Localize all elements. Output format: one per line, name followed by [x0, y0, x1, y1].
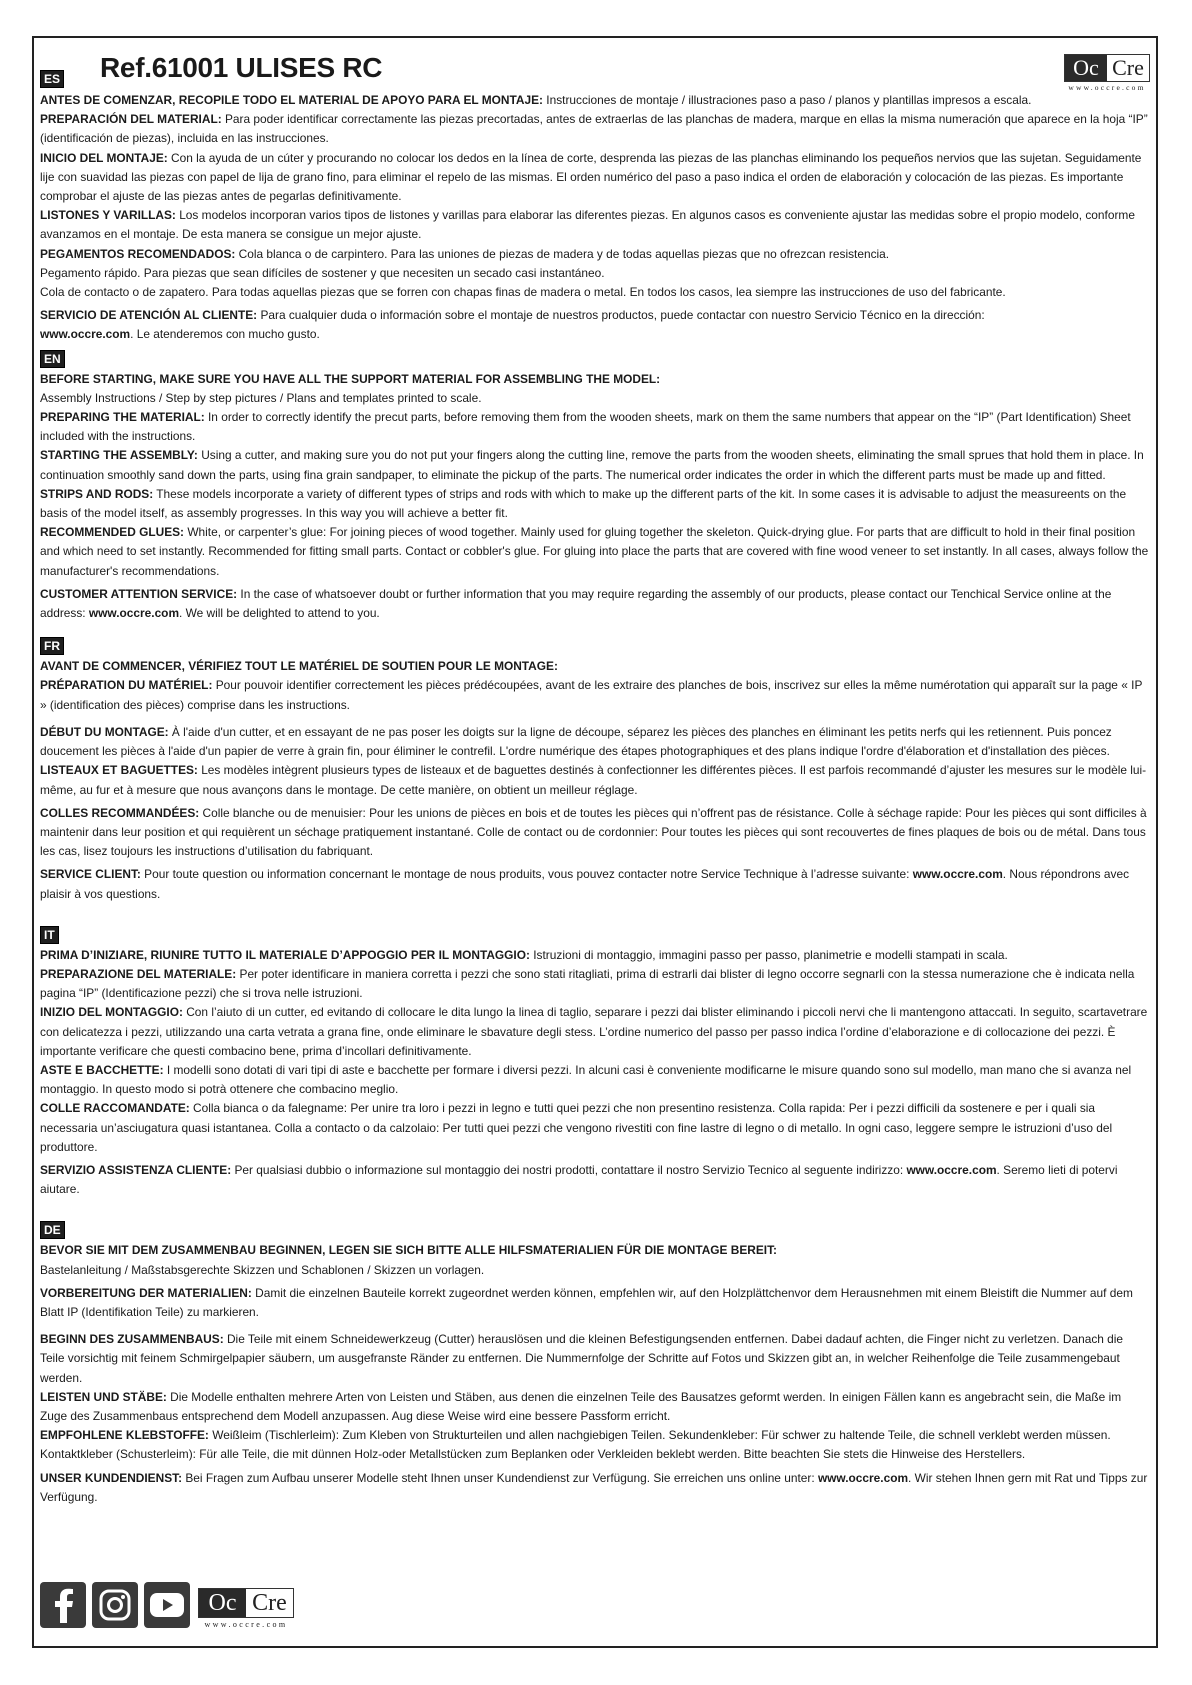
- de-p6-end: . Wir stehen Ihnen gern mit Rat und Tipps zur Verfügung.: [40, 1470, 1148, 1504]
- de-p3: [40, 1330, 1150, 1388]
- instruction-sheet: [32, 36, 1158, 1648]
- it-p6-text: Per qualsiasi dubbio o informazione sul montaggio dei nostri prodotti, contattare il nostro Servizio Tecnico al seguente indirizzo:: [231, 1162, 907, 1177]
- section-en: [40, 348, 1150, 624]
- fr-p1-heading: AVANT DE COMMENCER, VÉRIFIEZ TOUT LE MATÉRIEL DE SOUTIEN POUR LE MONTAGE:: [40, 659, 558, 674]
- es-p5-heading: PEGAMENTOS RECOMENDADOS:: [40, 246, 236, 261]
- en-p1-text: Assembly Instructions / Step by step pictures / Plans and templates printed to scale.: [40, 390, 482, 405]
- en-p3-heading: STARTING THE ASSEMBLY:: [40, 448, 198, 463]
- footer: [40, 1582, 294, 1628]
- en-p2-heading: PREPARING THE MATERIAL:: [40, 410, 205, 425]
- fr-p1: [40, 657, 1150, 676]
- es-p8: [40, 306, 1150, 344]
- fr-p3-heading: DÉBUT DU MONTAGE:: [40, 724, 169, 739]
- lang-tag-de: DE: [40, 1221, 65, 1239]
- es-p2-heading: PREPARACIÓN DEL MATERIAL:: [40, 112, 222, 127]
- fr-p2-text: Pour pouvoir identifier correctement les pièces prédécoupées, avant de les extraire des planches de bois, inscrivez sur elles la même numérotation qui apparaît sur la page « IP » (identification des pièces) comprise dans les instructions.: [40, 678, 1143, 712]
- en-p5-heading: RECOMMENDED GLUES:: [40, 525, 185, 540]
- de-p6-text: Bei Fragen zum Aufbau unserer Modelle steht Ihnen unser Kundendienst zur Verfügung. Sie erreichen uns online unter:: [182, 1470, 818, 1485]
- es-p3-heading: INICIO DEL MONTAJE:: [40, 150, 168, 165]
- de-p6: [40, 1469, 1150, 1507]
- es-p4-heading: LISTONES Y VARILLAS:: [40, 208, 176, 223]
- de-p4-text: Die Modelle enthalten mehrere Arten von Leisten und Stäben, aus denen die einzelnen Teile des Bausatzes geformt werden. In einigen Fällen kann es angebracht sein, die Maße im Zuge des Zusammenbaus entsprechend dem Modell anzupassen. Aug diese Weise wird eine bessere Passform erricht.: [40, 1389, 1122, 1423]
- en-website-link[interactable]: www.occre.com: [88, 606, 180, 621]
- es-p5: [40, 245, 1150, 264]
- it-p2-heading: PREPARAZIONE DEL MATERIALE:: [40, 966, 237, 981]
- de-p1: [40, 1241, 1150, 1279]
- lang-tag-es: ES: [40, 70, 64, 88]
- fr-p5: [40, 804, 1150, 862]
- fr-website-link[interactable]: www.occre.com: [912, 867, 1003, 882]
- de-website-link[interactable]: www.occre.com: [817, 1470, 909, 1485]
- en-p4-heading: STRIPS AND RODS:: [40, 486, 154, 501]
- occre-footer-logo: [198, 1588, 294, 1628]
- de-p2-heading: VORBEREITUNG DER MATERIALIEN:: [40, 1285, 252, 1300]
- de-p4: [40, 1388, 1150, 1426]
- it-p6-heading: SERVIZIO ASSISTENZA CLIENTE:: [40, 1162, 232, 1177]
- es-p1-text: Instrucciones de montaje / illustraciones paso a paso / planos y plantillas impresos a escala.: [542, 93, 1032, 107]
- en-p3-text: Using a cutter, and making sure you do not put your fingers along the cutting line, remove the parts from the wooden sheets, eliminating the small sprues that hold them in place. In continuation smoothly sand down the parts, using fina grain sandpaper, to eliminate the pickup of the parts. The numerical order indicates the order in which the different parts must be made up and fitted.: [40, 448, 1144, 482]
- es-p8-heading: SERVICIO DE ATENCIÓN AL CLIENTE:: [40, 308, 258, 323]
- it-p1-heading: PRIMA D’INIZIARE, RIUNIRE TUTTO IL MATERIALE D’APPOGGIO PER IL MONTAGGIO:: [40, 947, 530, 962]
- de-p3-text: Die Teile mit einem Schneidewerkzeug (Cutter) herauslösen und die kleinen Befestigungsenden entfernen. Dabei dadauf achten, die Finger nicht zu verletzen. Danach die Teile vorsichtig mit feinem Schmirgelpapier säubern, um ausgefranste Ränder zu entfernen. Die Nummernfolge der Schritte auf Fotos und Skizzen gibt an, in welcher Reihenfolge die Teile zusammengebaut werden.: [40, 1332, 1124, 1385]
- it-p4: [40, 1061, 1150, 1099]
- it-p6: [40, 1161, 1150, 1199]
- section-de: [40, 1219, 1150, 1507]
- fr-p6-heading: SERVICE CLIENT:: [40, 867, 141, 882]
- en-p6: [40, 585, 1150, 623]
- youtube-icon[interactable]: [144, 1582, 190, 1628]
- footer-logo-left: Oc: [199, 1589, 246, 1617]
- it-p1-text: Istruzioni di montaggio, immagini passo per passo, planimetrie e modelli stampati in scala.: [529, 947, 1008, 962]
- es-p1: [40, 91, 1150, 110]
- fr-p3-text: À l'aide d'un cutter, et en essayant de ne pas poser les doigts sur la ligne de découpe, séparez les pièces des planches en éliminant les petits nerfs qui les retiennent. Puis poncez doucement les pièces à l'aide d'un papier de verre à grain fin, pour éliminer le contrefil. L'ordre numérique des étapes photographiques et des plans indique l'ordre d'élaboration et d'installation des pièces.: [40, 724, 1112, 759]
- it-p4-heading: ASTE E BACCHETTE:: [40, 1062, 164, 1077]
- es-p2-text: Para poder identificar correctamente las piezas precortadas, antes de extraerlas de las planchas de madera, marque en ellas la misma numeración que aparece en la hoja “IP” (identificación de piezas), incluida en las instrucciones.: [40, 112, 1148, 146]
- en-p6-end: . We will be delighted to attend to you.: [179, 606, 380, 621]
- de-p5-text: Weißleim (Tischlerleim): Zum Kleben von Strukturteilen und allen nachgiebigen Teilen. Sekundenkleber: Für schwer zu haltende Teile, die schnell verklebt werden müssen. Kontaktkleber (Schusterleim): Für alle Teile, die mit dünnen Holz-oder Metallstücken zum Beplanken oder Verkleiden beklebt werden. Bitte beachten Sie stets die Hinweise des Herstellers.: [40, 1428, 1111, 1462]
- it-p3-text: Con l’aiuto di un cutter, ed evitando di collocare le dita lungo la linea di taglio, separare i pezzi dai blister eliminando i piccoli nervi che li mantengono attaccati. In seguito, scartavetrare con delicatezza i pezzi, utilizzando una carta vetrata a grana fine, onde eliminare le sbavature degli stess. L’ordine numerico del passo per passo indica l’ordine d’elaborazione e di collocazione dei pezzi. È importante verificare che questi combacino bene, prima d’incollari definitivamente.: [40, 1005, 1148, 1058]
- es-p7: Cola de contacto o de zapatero. Para todas aquellas piezas que se forren con chapas finas de madera o metal. En todos los casos, lea siempre las instrucciones de uso del fabricante.: [40, 285, 1006, 300]
- en-p4-text: These models incorporate a variety of different types of strips and rods with which to make up the different parts of the kit. In some cases it is advisable to adjust the measureents on the basis of the model itself, as assembly progresses. In this way you will achieve a better fit.: [40, 486, 1127, 521]
- de-p4-heading: LEISTEN UND STÄBE:: [40, 1389, 167, 1404]
- lang-tag-en: EN: [40, 350, 65, 368]
- it-p3: [40, 1003, 1150, 1061]
- logo-right: Cre: [1107, 55, 1149, 81]
- fr-p6-end: . Nous répondrons avec plaisir à vos questions.: [40, 867, 1130, 901]
- es-p8-end: . Le atenderemos con mucho gusto.: [130, 327, 320, 342]
- de-p2-text: Damit die einzelnen Bauteile korrekt zugeordnet werden können, empfehlen wir, auf den Holzplättchenvor dem Herausnehmen mit einem Bleistift die Nummer auf dem Blatt IP (Identifikation Teile) zu markieren.: [40, 1285, 1133, 1319]
- de-p5-heading: EMPFOHLENE KLEBSTOFFE:: [40, 1428, 209, 1443]
- en-p4: [40, 485, 1150, 523]
- fr-p6-text: Pour toute question ou information concernant le montage de nous produits, vous pouvez contacter notre Service Technique à l’adresse suivante:: [140, 867, 913, 882]
- page-title: Ref.61001 ULISES RC: [100, 52, 383, 83]
- es-p2: [40, 110, 1150, 148]
- it-p5-heading: COLLE RACCOMANDATE:: [40, 1101, 190, 1116]
- it-p4-text: I modelli sono dotati di vari tipi di aste e bacchette per formare i diversi pezzi. In alcuni casi è conveniente modificarne le misure quando sono sul modello, man mano che si avanza nel montaggio. In questo modo si potrà ottenere che combacino meglio.: [40, 1062, 1132, 1097]
- en-p6-text: In the case of whatsoever doubt or further information that you may require regarding the assembly of our products, please contact our Tenchical Service online at the address:: [40, 586, 1112, 621]
- es-website-link[interactable]: www.occre.com: [40, 327, 131, 342]
- de-p3-heading: BEGINN DES ZUSAMMENBAUS:: [40, 1332, 224, 1347]
- es-p4-text: Los modelos incorporan varios tipos de listones y varillas para elaborar las diferentes piezas. En algunos casos es conveniente ajustar las medidas sobre el propio modelo, conforme avanzamos en el montaje. De esta manera se consigue un mejor ajuste.: [40, 208, 1135, 242]
- de-p1-heading: BEVOR SIE MIT DEM ZUSAMMENBAU BEGINNEN, LEGEN SIE SICH BITTE ALLE HILFSMATERIALIEN FÜR DIE MONTAGE BEREIT:: [40, 1243, 778, 1258]
- header: [40, 48, 1150, 92]
- footer-logo-url: www.occre.com: [204, 1620, 288, 1629]
- facebook-icon[interactable]: [40, 1582, 86, 1628]
- de-p6-heading: UNSER KUNDENDIENST:: [40, 1470, 183, 1485]
- occre-logo: [1064, 54, 1150, 90]
- en-p5: [40, 523, 1150, 581]
- fr-p2: [40, 676, 1150, 714]
- it-website-link[interactable]: www.occre.com: [906, 1162, 997, 1177]
- section-fr: [40, 635, 1150, 903]
- logo-left: Oc: [1065, 55, 1107, 81]
- en-p1-heading: BEFORE STARTING, MAKE SURE YOU HAVE ALL THE SUPPORT MATERIAL FOR ASSEMBLING THE MODEL:: [40, 371, 661, 386]
- section-it: [40, 924, 1150, 1200]
- es-p1-heading: ANTES DE COMENZAR, RECOPILE TODO EL MATERIAL DE APOYO PARA EL MONTAJE:: [40, 93, 543, 107]
- lang-tag-fr: FR: [40, 637, 64, 655]
- fr-p4: [40, 761, 1150, 799]
- fr-p5-heading: COLLES RECOMMANDÉES:: [40, 805, 200, 820]
- it-p5: [40, 1099, 1150, 1157]
- it-p3-heading: INIZIO DEL MONTAGGIO:: [40, 1005, 183, 1020]
- it-p5-text: Colla bianca o da falegname: Per unire tra loro i pezzi in legno e tutti quei pezzi che non presentino resistenza. Colla rapida: Per i pezzi difficili da sostenere e per i quali sia necessaria un’asciugatura quasi istantanea. Colla a contacto o da calzolaio: Per tutti quei pezzi che vengono rivestiti con fine lastre di legno o di metallo. In ogni caso, leggere sempre le istruzioni d’uso del produttore.: [40, 1101, 1113, 1154]
- it-p1: [40, 946, 1150, 965]
- fr-p6: [40, 865, 1150, 903]
- de-p1-text: Bastelanleitung / Maßstabsgerechte Skizzen und Schablonen / Skizzen un vorlagen.: [40, 1262, 485, 1277]
- es-p5-text: Cola blanca o de carpintero. Para las uniones de piezas de madera y de todas aquellas piezas que no ofrezcan resistencia.: [235, 246, 890, 261]
- footer-logo-right: Cre: [246, 1589, 293, 1617]
- logo-url: www.occre.com: [1068, 83, 1146, 92]
- es-p8-text: Para cualquier duda o información sobre el montaje de nuestros productos, puede contactar con nuestro Servicio Técnico en la dirección:: [257, 308, 985, 323]
- es-p4: [40, 206, 1150, 244]
- en-p3: [40, 446, 1150, 484]
- it-p2: [40, 965, 1150, 1003]
- es-p3: [40, 149, 1150, 207]
- fr-p4-text: Les modèles intègrent plusieurs types de listeaux et de baguettes destinés à confectionner les différentes pièces. Il est parfois recommandé d’ajuster les mesures sur le modèle lui-même, au fur et à mesure que nous avançons dans le montage. De cette manière, on obtient un meilleur réglage.: [40, 763, 1147, 797]
- fr-p4-heading: LISTEAUX ET BAGUETTES:: [40, 763, 198, 778]
- it-p2-text: Per poter identificare in maniera corretta i pezzi che sono stati ritagliati, prima di estrarli dai blister di legno occorre segnarli con la stessa numerazione che è indicata nella pagina “IP” (Identificazione pezzi) che si trova nelle istruzioni.: [40, 966, 1135, 1001]
- en-p5-text: White, or carpenter’s glue: For joining pieces of wood together. Mainly used for gluing together the skeleton. Quick-drying glue. For parts that are difficult to hold in their final position and which need to set instantly. Recommended for fitting small parts. Contact or cobbler's glue. For gluing into place the parts that are covered with fine wood veneer to set instantly. In all cases, always follow the manufacturer's recommendations.: [40, 525, 1149, 578]
- it-p6-end: . Seremo lieti di potervi aiutare.: [40, 1162, 1118, 1197]
- fr-p2-heading: PRÉPARATION DU MATÉRIEL:: [40, 678, 213, 693]
- instagram-icon[interactable]: [92, 1582, 138, 1628]
- en-p1: [40, 370, 1150, 408]
- lang-tag-it: IT: [40, 926, 59, 944]
- de-p2: [40, 1284, 1150, 1322]
- en-p2: [40, 408, 1150, 446]
- es-p6: Pegamento rápido. Para piezas que sean difíciles de sostener y que necesiten un secado casi instantáneo.: [40, 265, 605, 280]
- es-p3-text: Con la ayuda de un cúter y procurando no colocar los dedos en la línea de corte, desprenda las piezas de las planchas eliminando los pequeños nervios que las sujetan. Seguidamente lije con suavidad las piezas con papel de lija de grano fino, para eliminar el repelo de las mismas. El orden numérico del paso a paso indica el orden de elaboración y colocación de las piezas. Es importante comprobar el ajuste de las piezas antes de pegarlas definitivamente.: [40, 150, 1142, 204]
- en-p2-text: In order to correctly identify the precut parts, before removing them from the wooden sheets, mark on them the same numbers that appear on the “IP” (Part Identification) Sheet included with the instructions.: [40, 410, 1131, 444]
- fr-p3: [40, 723, 1150, 761]
- section-es: [40, 91, 1150, 345]
- fr-p5-text: Colle blanche ou de menuisier: Pour les unions de pièces en bois et de toutes les pièces qui n’offrent pas de résistance. Colle à séchage rapide: Pour les pièces qui sont difficiles à maintenir dans leur position et qui requièrent un séchage pratiquement instantané. Colle de contact ou de cordonnier: Pour toutes les pièces qui sont recouvertes de fines plaques de bois ou de métal. Dans tous les cas, lisez toujours les instructions d’utilisation du fabriquant.: [40, 805, 1147, 859]
- de-p5: [40, 1426, 1150, 1464]
- en-p6-heading: CUSTOMER ATTENTION SERVICE:: [40, 586, 238, 601]
